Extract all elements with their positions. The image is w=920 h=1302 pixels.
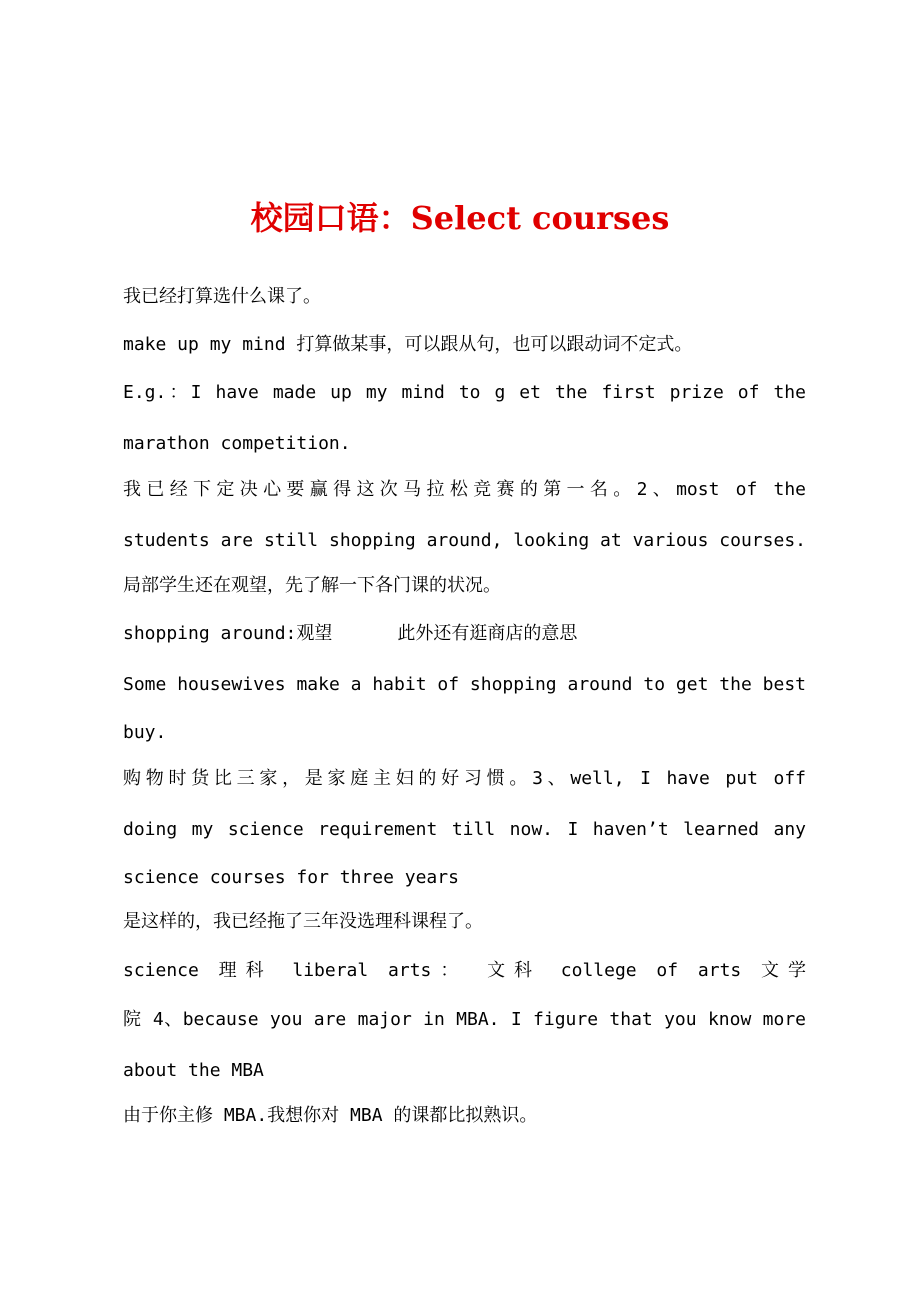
text-line-9: Some housewives make a habit of shopping around to get the best bbox=[123, 674, 806, 695]
text-line-18: 由于你主修 MBA.我想你对 MBA 的课都比拟熟识。 bbox=[123, 1105, 538, 1126]
text-line-4: marathon competition. bbox=[123, 433, 351, 454]
document-title: 校园口语：Select courses bbox=[250, 199, 670, 237]
text-line-13: science courses for three years bbox=[123, 867, 459, 888]
text-line-1: 我已经打算选什么课了。 bbox=[123, 286, 321, 307]
text-line-17: about the MBA bbox=[123, 1060, 264, 1081]
text-line-6: students are still shopping around, looking at various courses. bbox=[123, 530, 806, 551]
text-line-8: shopping around:观望 此外还有逛商店的意思 bbox=[123, 623, 578, 644]
text-line-2: make up my mind 打算做某事，可以跟从句，也可以跟动词不定式。 bbox=[123, 334, 693, 355]
text-line-11: 购物时货比三家，是家庭主妇的好习惯。3、well, I have put off bbox=[123, 768, 806, 789]
text-line-3: E.g.：I have made up my mind to g et the first prize of the bbox=[123, 382, 806, 403]
text-line-16: 院 4、because you are major in MBA. I figure that you know more bbox=[123, 1009, 806, 1030]
text-line-7: 局部学生还在观望，先了解一下各门课的状况。 bbox=[123, 575, 501, 596]
text-line-5: 我已经下定决心要赢得这次马拉松竞赛的第一名。2、most of the bbox=[123, 479, 806, 500]
text-line-12: doing my science requirement till now. I haven’t learned any bbox=[123, 819, 806, 840]
text-line-15: science 理科 liberal arts： 文科 college of arts 文学 bbox=[123, 960, 806, 981]
text-line-14: 是这样的，我已经拖了三年没选理科课程了。 bbox=[123, 911, 483, 932]
text-line-10: buy. bbox=[123, 722, 167, 743]
